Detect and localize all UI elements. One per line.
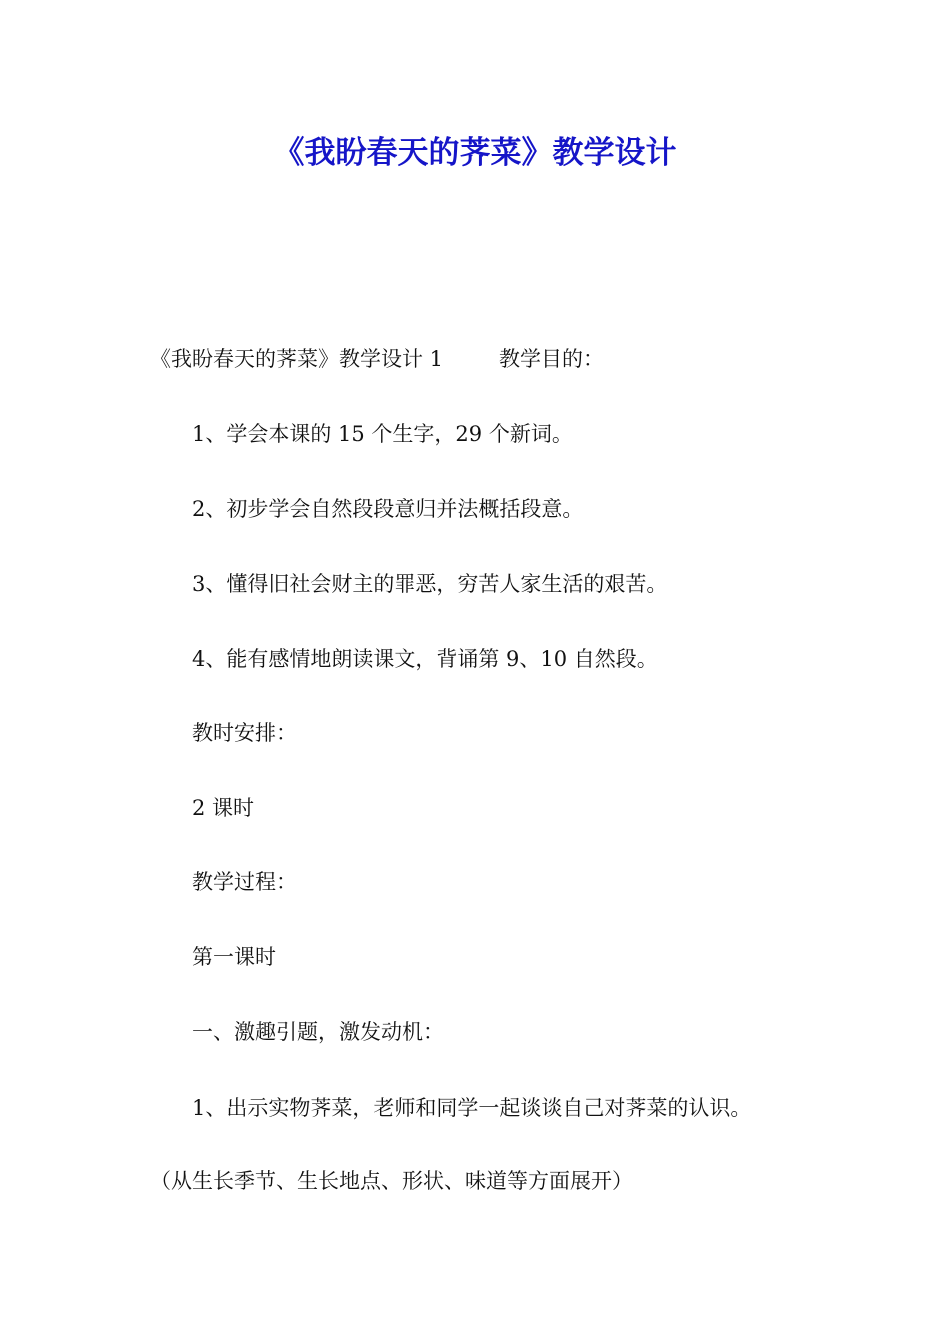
- process-label: 教学过程：: [192, 870, 297, 894]
- document-title: 《我盼春天的荠菜》教学设计: [273, 135, 677, 171]
- section-heading: 一、激趣引题，激发动机：: [192, 1020, 444, 1044]
- teaching-goals-label: 教学目的：: [499, 347, 605, 371]
- schedule-label: 教时安排：: [192, 721, 297, 745]
- objective-item: 1、学会本课的 15 个生字，29 个新词。: [192, 422, 573, 446]
- lesson-design-heading: 《我盼春天的荠菜》教学设计 1: [150, 347, 444, 371]
- lesson-label: 第一课时: [192, 945, 276, 969]
- schedule-value: 2 课时: [192, 796, 255, 820]
- objective-item: 4、能有感情地朗读课文，背诵第 9、10 自然段。: [192, 647, 658, 671]
- objective-item: 3、懂得旧社会财主的罪恶，穷苦人家生活的艰苦。: [192, 572, 668, 596]
- step-note: （从生长季节、生长地点、形状、味道等方面展开）: [150, 1169, 633, 1193]
- heading-line: [150, 343, 604, 375]
- step-item: 1、出示实物荠菜，老师和同学一起谈谈自己对荠菜的认识。: [192, 1096, 752, 1120]
- objective-item: 2、初步学会自然段段意归并法概括段意。: [192, 497, 584, 521]
